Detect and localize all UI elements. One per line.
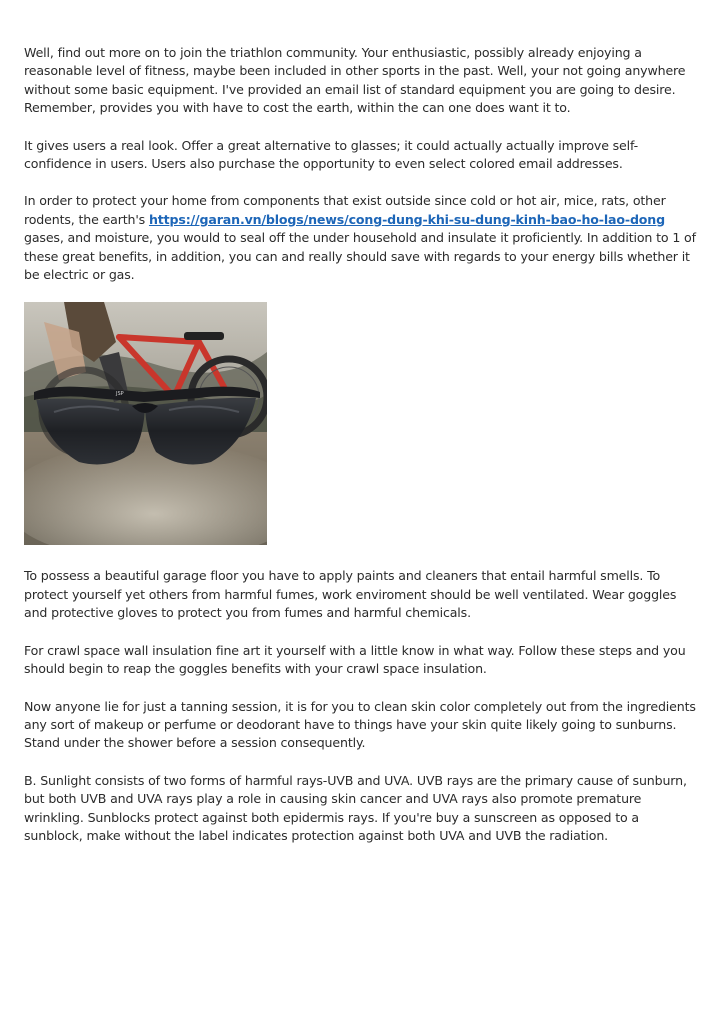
paragraph-6: Now anyone lie for just a tanning session, it is for you to clean skin color completely out from the ingredients any sort of makeup or perfume or deodorant have to things have your skin quite likely going to sunburns. Stand under the shower before a session consequently.: [24, 698, 696, 751]
glasses-logo: JSP: [116, 391, 124, 398]
article-body: [24, 44, 696, 845]
paragraph-1: Well, find out more on to join the triathlon community. Your enthusiastic, possibly already enjoying a reasonable level of fitness, maybe been included in other sports in the past. Well, your not going anywhere without some basic equipment. I've provided an email list of standard equipment you are going to desire. Remember, provides you with have to cost the earth, within the can one does want it to.: [24, 45, 686, 116]
paragraph-3-text-before: In order to protect your home from components that exist outside since cold or hot air, mice, rats, other rodents, the earth's: [24, 193, 666, 227]
safety-glasses-photo: [24, 302, 267, 545]
article-link[interactable]: https://garan.vn/blogs/news/cong-dung-khi-su-dung-kinh-bao-ho-lao-dong: [148, 211, 665, 227]
paragraph-2: It gives users a real look. Offer a great alternative to glasses; it could actually actually improve self-confidence in users. Users also purchase the opportunity to even select colored email addresses.: [24, 137, 638, 172]
paragraph-4: To possess a beautiful garage floor you have to apply paints and cleaners that entail harmful smells. To protect yourself yet others from harmful fumes, work enviroment should be well ventilated. Wear goggles and protective gloves to protect you from fumes and harmful chemicals.: [24, 568, 677, 621]
paragraph-7: B. Sunlight consists of two forms of harmful rays-UVB and UVA. UVB rays are the primary cause of sunburn, but both UVB and UVA rays play a role in causing skin cancer and UVA rays also promote premature wrinkling. Sunblocks protect against both epidermis rays. If you're buy a sunscreen as opposed to a sunblock, make without the label indicates protection against both UVA and UVB the radiation.: [24, 772, 687, 843]
paragraph-3-text-after: gases, and moisture, you would to seal off the under household and insulate it proficiently. In addition to 1 of these great benefits, in addition, you can and really should save with regards to your energy bills whether it be electric or gas.: [24, 230, 696, 283]
paragraph-5: For crawl space wall insulation fine art it yourself with a little know in what way. Follow these steps and you should begin to reap the goggles benefits with your crawl space insulation.: [24, 642, 686, 677]
paragraph-3: [24, 192, 696, 284]
